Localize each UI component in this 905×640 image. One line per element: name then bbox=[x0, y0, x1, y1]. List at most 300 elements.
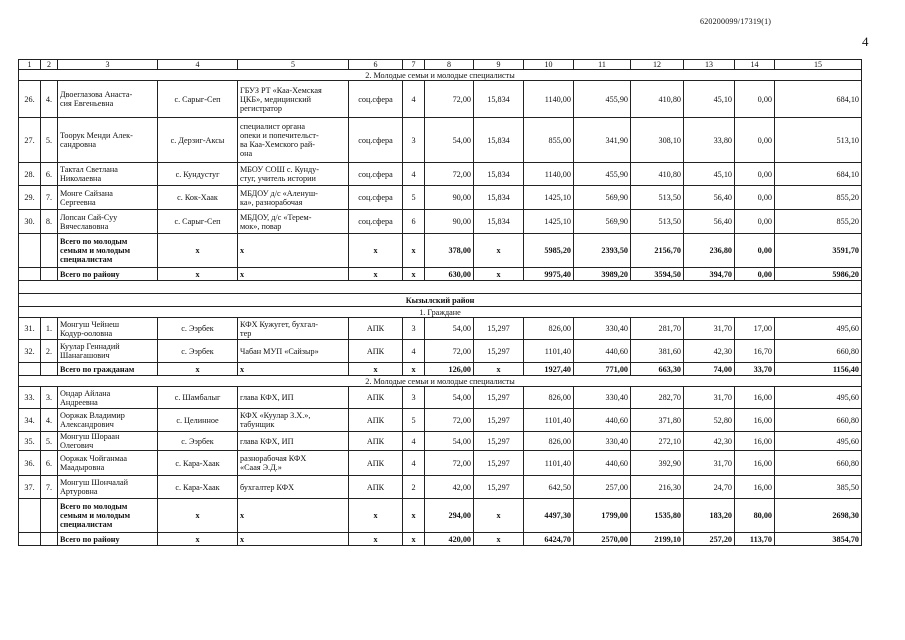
table-cell: 0,00 bbox=[735, 163, 775, 186]
table-cell: 6. bbox=[41, 163, 58, 186]
table-cell: 33,70 bbox=[735, 363, 775, 376]
table-cell: Монге Сайзана Сергеевна bbox=[58, 186, 158, 210]
table-cell: 410,80 bbox=[631, 163, 684, 186]
table-cell: x bbox=[158, 363, 238, 376]
table-cell: АПК bbox=[349, 387, 403, 409]
table-cell: 371,80 bbox=[631, 409, 684, 432]
table-cell: x bbox=[238, 533, 349, 546]
table-cell: 2570,00 bbox=[574, 533, 631, 546]
table-cell: 9975,40 bbox=[524, 268, 574, 281]
table-cell: АПК bbox=[349, 409, 403, 432]
table-cell: 513,50 bbox=[631, 186, 684, 210]
table-cell: 4 bbox=[403, 340, 425, 363]
table-cell: с. Ээрбек bbox=[158, 318, 238, 340]
table-cell: 7. bbox=[41, 186, 58, 210]
table-cell: 3 bbox=[403, 118, 425, 163]
table-cell: x bbox=[474, 234, 524, 268]
table-cell: x bbox=[349, 234, 403, 268]
table-cell: 3. bbox=[41, 387, 58, 409]
table-cell: 3591,70 bbox=[775, 234, 862, 268]
table-cell: 42,00 bbox=[425, 476, 474, 499]
table-cell: соц.сфера bbox=[349, 186, 403, 210]
table-cell: 513,10 bbox=[775, 118, 862, 163]
table-cell: 0,00 bbox=[735, 268, 775, 281]
table-cell: 3854,70 bbox=[775, 533, 862, 546]
table-cell: ГБУЗ РТ «Каа-Хемская ЦКБ», медицинский регистратор bbox=[238, 81, 349, 118]
table-cell: 15,297 bbox=[474, 476, 524, 499]
table-cell: 90,00 bbox=[425, 186, 474, 210]
table-cell: 0,00 bbox=[735, 118, 775, 163]
table-cell: 1425,10 bbox=[524, 186, 574, 210]
table-cell: 1425,10 bbox=[524, 210, 574, 234]
table-cell: 0,00 bbox=[735, 186, 775, 210]
table-cell: Ооржак Чойганмаа Маадыровна bbox=[58, 451, 158, 476]
table-cell: 569,90 bbox=[574, 210, 631, 234]
table-cell: 72,00 bbox=[425, 81, 474, 118]
table-cell: 771,00 bbox=[574, 363, 631, 376]
table-row bbox=[19, 340, 862, 363]
table-cell: 2 bbox=[403, 476, 425, 499]
table-cell: 80,00 bbox=[735, 499, 775, 533]
table-cell: Ондар Айлана Андреевна bbox=[58, 387, 158, 409]
table-cell: 4 bbox=[403, 432, 425, 451]
table-cell: 31,70 bbox=[684, 387, 735, 409]
table-cell: 29. bbox=[19, 186, 41, 210]
section-heading: 1. Граждане bbox=[19, 307, 862, 318]
table-cell: 15,834 bbox=[474, 163, 524, 186]
table-cell: 392,90 bbox=[631, 451, 684, 476]
table-cell: разнорабочая КФХ «Саая Э.Д.» bbox=[238, 451, 349, 476]
table-cell: 72,00 bbox=[425, 163, 474, 186]
table-cell: x bbox=[238, 499, 349, 533]
table-cell: 660,80 bbox=[775, 451, 862, 476]
table-cell: МБОУ СОШ с. Кунду- стуг, учитель истории bbox=[238, 163, 349, 186]
table-cell: 36. bbox=[19, 451, 41, 476]
table-cell: 684,10 bbox=[775, 81, 862, 118]
district-heading: Кызылский район bbox=[19, 294, 862, 307]
table-cell: Тактал Светлана Николаевна bbox=[58, 163, 158, 186]
table-cell: 2. bbox=[41, 340, 58, 363]
table-cell: 385,50 bbox=[775, 476, 862, 499]
table-cell: 663,30 bbox=[631, 363, 684, 376]
table-cell: с. Ээрбек bbox=[158, 432, 238, 451]
table-cell: 16,00 bbox=[735, 409, 775, 432]
table-cell: 440,60 bbox=[574, 340, 631, 363]
table-cell: Двоеглазова Анаста- сия Евгеньевна bbox=[58, 81, 158, 118]
table-cell bbox=[41, 363, 58, 376]
table-cell: 16,70 bbox=[735, 340, 775, 363]
table-cell: x bbox=[349, 533, 403, 546]
table-cell: 7. bbox=[41, 476, 58, 499]
table-cell: 257,20 bbox=[684, 533, 735, 546]
table-cell: 513,50 bbox=[631, 210, 684, 234]
table-cell: 15,834 bbox=[474, 118, 524, 163]
table-cell: 27. bbox=[19, 118, 41, 163]
table-cell bbox=[41, 499, 58, 533]
table-cell: 216,30 bbox=[631, 476, 684, 499]
table-cell: x bbox=[238, 363, 349, 376]
table-cell: соц.сфера bbox=[349, 210, 403, 234]
table-cell: 72,00 bbox=[425, 409, 474, 432]
table-cell bbox=[19, 234, 41, 268]
table-cell: Тоорук Менди Алек- сандровна bbox=[58, 118, 158, 163]
table-cell: 5. bbox=[41, 432, 58, 451]
table-cell: с. Целинное bbox=[158, 409, 238, 432]
table-cell: 420,00 bbox=[425, 533, 474, 546]
table-cell: x bbox=[403, 363, 425, 376]
spacer-cell bbox=[19, 281, 862, 294]
column-number: 10 bbox=[524, 60, 574, 70]
table-cell: 0,00 bbox=[735, 81, 775, 118]
table-cell: 31,70 bbox=[684, 318, 735, 340]
table-cell: 16,00 bbox=[735, 387, 775, 409]
table-cell: КФХ «Куулар З.Х.», табунщик bbox=[238, 409, 349, 432]
table-cell: 1101,40 bbox=[524, 451, 574, 476]
table-cell: КФХ Кужугет, бухгал- тер bbox=[238, 318, 349, 340]
table-cell: 3989,20 bbox=[574, 268, 631, 281]
table-cell: 30. bbox=[19, 210, 41, 234]
table-cell: 33,80 bbox=[684, 118, 735, 163]
table-cell: с. Кара-Хаак bbox=[158, 451, 238, 476]
table-cell: 3 bbox=[403, 387, 425, 409]
table-cell: 3 bbox=[403, 318, 425, 340]
table-cell: 495,60 bbox=[775, 318, 862, 340]
table-cell: 6. bbox=[41, 451, 58, 476]
table-cell: 281,70 bbox=[631, 318, 684, 340]
column-number: 4 bbox=[158, 60, 238, 70]
table-cell: 1. bbox=[41, 318, 58, 340]
table-cell: 826,00 bbox=[524, 318, 574, 340]
table-cell: Куулар Геннадий Шанагашович bbox=[58, 340, 158, 363]
column-number: 11 bbox=[574, 60, 631, 70]
table-cell: 72,00 bbox=[425, 340, 474, 363]
column-number: 9 bbox=[474, 60, 524, 70]
table-cell: с. Ээрбек bbox=[158, 340, 238, 363]
table-cell: 34. bbox=[19, 409, 41, 432]
table-cell: с. Шамбалыг bbox=[158, 387, 238, 409]
table-cell: x bbox=[349, 363, 403, 376]
table-row bbox=[19, 318, 862, 340]
table-cell: 495,60 bbox=[775, 387, 862, 409]
page-number: 4 bbox=[862, 34, 869, 49]
column-number: 7 bbox=[403, 60, 425, 70]
table-cell: 45,10 bbox=[684, 163, 735, 186]
table-cell: Ооржак Владимир Александрович bbox=[58, 409, 158, 432]
table-cell: 45,10 bbox=[684, 81, 735, 118]
table-cell: 183,20 bbox=[684, 499, 735, 533]
table-cell: 54,00 bbox=[425, 318, 474, 340]
table-cell: 4 bbox=[403, 81, 425, 118]
table-cell: 15,834 bbox=[474, 81, 524, 118]
table-cell: x bbox=[403, 499, 425, 533]
table-cell: 42,30 bbox=[684, 432, 735, 451]
table-cell: 17,00 bbox=[735, 318, 775, 340]
table-cell: 330,40 bbox=[574, 387, 631, 409]
table-cell: 1101,40 bbox=[524, 340, 574, 363]
table-cell: с. Кара-Хаак bbox=[158, 476, 238, 499]
table-cell: Всего по молодым семьям и молодым специалистам bbox=[58, 234, 158, 268]
table-cell: Монгуш Шончалай Артуровна bbox=[58, 476, 158, 499]
table-cell: 5986,20 bbox=[775, 268, 862, 281]
table-cell: 2698,30 bbox=[775, 499, 862, 533]
table-cell: 630,00 bbox=[425, 268, 474, 281]
district-heading-row bbox=[19, 294, 862, 307]
table-cell: x bbox=[403, 268, 425, 281]
table-cell: Чабан МУП «Сайзыр» bbox=[238, 340, 349, 363]
column-number: 1 bbox=[19, 60, 41, 70]
table-cell: 15,834 bbox=[474, 210, 524, 234]
column-number: 3 bbox=[58, 60, 158, 70]
table-cell: 24,70 bbox=[684, 476, 735, 499]
table-cell: Монгуш Шораан Олегович bbox=[58, 432, 158, 451]
table-cell: Всего по гражданам bbox=[58, 363, 158, 376]
table-cell: 660,80 bbox=[775, 409, 862, 432]
table-cell: соц.сфера bbox=[349, 81, 403, 118]
table-cell: 684,10 bbox=[775, 163, 862, 186]
table-cell: 5 bbox=[403, 409, 425, 432]
total-row bbox=[19, 234, 862, 268]
table-cell: с. Кок-Хаак bbox=[158, 186, 238, 210]
table-cell: 294,00 bbox=[425, 499, 474, 533]
table-cell: 495,60 bbox=[775, 432, 862, 451]
table-cell: 378,00 bbox=[425, 234, 474, 268]
table-cell: 440,60 bbox=[574, 451, 631, 476]
table-cell: 257,00 bbox=[574, 476, 631, 499]
table-cell: 5985,20 bbox=[524, 234, 574, 268]
table-cell: МБДОУ, д/с «Терем- мок», повар bbox=[238, 210, 349, 234]
table-cell: 2393,50 bbox=[574, 234, 631, 268]
table-cell: 236,80 bbox=[684, 234, 735, 268]
section-heading: 2. Молодые семьи и молодые специалисты bbox=[19, 376, 862, 387]
table-cell: специалист органа опеки и попечительст- ва Каа-Хемского рай- она bbox=[238, 118, 349, 163]
table-cell: 0,00 bbox=[735, 234, 775, 268]
table-row bbox=[19, 432, 862, 451]
table-cell: 2199,10 bbox=[631, 533, 684, 546]
table-cell: Монгуш Чейнеш Кодур-ооловна bbox=[58, 318, 158, 340]
table-cell: 660,80 bbox=[775, 340, 862, 363]
table-cell bbox=[19, 268, 41, 281]
table-cell: 5. bbox=[41, 118, 58, 163]
table-cell: 455,90 bbox=[574, 81, 631, 118]
table-cell: АПК bbox=[349, 451, 403, 476]
column-number: 5 bbox=[238, 60, 349, 70]
table-cell: 56,40 bbox=[684, 186, 735, 210]
table-cell: 381,60 bbox=[631, 340, 684, 363]
table-cell bbox=[41, 268, 58, 281]
spacer-row bbox=[19, 281, 862, 294]
table-cell: 394,70 bbox=[684, 268, 735, 281]
table-cell: 126,00 bbox=[425, 363, 474, 376]
table-cell: Лопсан Сай-Суу Вячеславовна bbox=[58, 210, 158, 234]
table-cell: 56,40 bbox=[684, 210, 735, 234]
section-heading-row bbox=[19, 70, 862, 81]
table-cell: соц.сфера bbox=[349, 118, 403, 163]
table-cell: 15,297 bbox=[474, 451, 524, 476]
table-cell: с. Сарыг-Сеп bbox=[158, 210, 238, 234]
table-cell: 15,297 bbox=[474, 432, 524, 451]
table-cell: Всего по молодым семьям и молодым специалистам bbox=[58, 499, 158, 533]
table-cell: 8. bbox=[41, 210, 58, 234]
table-cell: x bbox=[474, 268, 524, 281]
table-cell: 31,70 bbox=[684, 451, 735, 476]
table-cell: бухгалтер КФХ bbox=[238, 476, 349, 499]
column-number: 2 bbox=[41, 60, 58, 70]
table-cell: 33. bbox=[19, 387, 41, 409]
table-cell: 31. bbox=[19, 318, 41, 340]
total-row bbox=[19, 363, 862, 376]
total-row bbox=[19, 499, 862, 533]
table-cell: 272,10 bbox=[631, 432, 684, 451]
table-cell: x bbox=[158, 268, 238, 281]
table-cell: 330,40 bbox=[574, 318, 631, 340]
table-cell: 15,297 bbox=[474, 387, 524, 409]
table-cell: 1927,40 bbox=[524, 363, 574, 376]
table-cell: 826,00 bbox=[524, 387, 574, 409]
table-cell: 74,00 bbox=[684, 363, 735, 376]
table-cell: 16,00 bbox=[735, 432, 775, 451]
table-cell: 1156,40 bbox=[775, 363, 862, 376]
table-cell bbox=[41, 533, 58, 546]
table-cell: 341,90 bbox=[574, 118, 631, 163]
table-cell: 90,00 bbox=[425, 210, 474, 234]
table-cell: АПК bbox=[349, 318, 403, 340]
table-cell: 54,00 bbox=[425, 387, 474, 409]
table-cell: 1140,00 bbox=[524, 81, 574, 118]
table-cell: 410,80 bbox=[631, 81, 684, 118]
table-cell: 1799,00 bbox=[574, 499, 631, 533]
table-cell: 282,70 bbox=[631, 387, 684, 409]
table-row bbox=[19, 476, 862, 499]
table-cell: x bbox=[474, 499, 524, 533]
table-cell: 4 bbox=[403, 451, 425, 476]
table-cell: 15,297 bbox=[474, 340, 524, 363]
total-row bbox=[19, 268, 862, 281]
table-cell: 54,00 bbox=[425, 432, 474, 451]
table-cell: 642,50 bbox=[524, 476, 574, 499]
column-number: 14 bbox=[735, 60, 775, 70]
table-cell: 42,30 bbox=[684, 340, 735, 363]
table-cell: 35. bbox=[19, 432, 41, 451]
table-cell: 440,60 bbox=[574, 409, 631, 432]
table-cell: 6424,70 bbox=[524, 533, 574, 546]
table-cell: 32. bbox=[19, 340, 41, 363]
table-cell: 6 bbox=[403, 210, 425, 234]
table-cell: x bbox=[474, 533, 524, 546]
column-number-row bbox=[19, 60, 862, 70]
table-cell: глава КФХ, ИП bbox=[238, 387, 349, 409]
table-row bbox=[19, 186, 862, 210]
table-cell: 52,80 bbox=[684, 409, 735, 432]
table-row bbox=[19, 210, 862, 234]
table-cell: 28. bbox=[19, 163, 41, 186]
table-row bbox=[19, 387, 862, 409]
table-cell: 15,297 bbox=[474, 318, 524, 340]
table-cell: АПК bbox=[349, 340, 403, 363]
table-cell: x bbox=[349, 499, 403, 533]
section-heading: 2. Молодые семьи и молодые специалисты bbox=[19, 70, 862, 81]
table-cell: 855,00 bbox=[524, 118, 574, 163]
table-cell: Всего по району bbox=[58, 533, 158, 546]
table-cell: x bbox=[474, 363, 524, 376]
column-number: 15 bbox=[775, 60, 862, 70]
table-cell: 5 bbox=[403, 186, 425, 210]
table-cell: МБДОУ д/с «Аленуш- ка», разнорабочая bbox=[238, 186, 349, 210]
table-cell: 308,10 bbox=[631, 118, 684, 163]
table-cell: 0,00 bbox=[735, 210, 775, 234]
table-cell: 855,20 bbox=[775, 186, 862, 210]
total-row bbox=[19, 533, 862, 546]
table-cell: 54,00 bbox=[425, 118, 474, 163]
section-heading-row bbox=[19, 307, 862, 318]
table-row bbox=[19, 163, 862, 186]
table-cell: 4 bbox=[403, 163, 425, 186]
table-cell: 2156,70 bbox=[631, 234, 684, 268]
table-cell: АПК bbox=[349, 476, 403, 499]
table-cell bbox=[19, 533, 41, 546]
table-cell: x bbox=[349, 268, 403, 281]
table-row bbox=[19, 451, 862, 476]
table-cell: 330,40 bbox=[574, 432, 631, 451]
table-cell: 1140,00 bbox=[524, 163, 574, 186]
table-cell: 455,90 bbox=[574, 163, 631, 186]
section-heading-row bbox=[19, 376, 862, 387]
table-cell: 16,00 bbox=[735, 451, 775, 476]
table-cell: 1535,80 bbox=[631, 499, 684, 533]
document-id: 620200099/17319(1) bbox=[700, 17, 772, 26]
table-cell: соц.сфера bbox=[349, 163, 403, 186]
table-cell: АПК bbox=[349, 432, 403, 451]
table-cell: с. Кундустуг bbox=[158, 163, 238, 186]
table-cell: 1101,40 bbox=[524, 409, 574, 432]
table-body bbox=[19, 60, 862, 546]
table-cell: 15,834 bbox=[474, 186, 524, 210]
table-cell: x bbox=[158, 234, 238, 268]
table-cell: 113,70 bbox=[735, 533, 775, 546]
table-cell bbox=[19, 499, 41, 533]
table-cell: x bbox=[238, 268, 349, 281]
table-cell: x bbox=[158, 533, 238, 546]
table-cell: 855,20 bbox=[775, 210, 862, 234]
budget-table bbox=[18, 59, 862, 546]
table-cell: с. Сарыг-Сеп bbox=[158, 81, 238, 118]
table-row bbox=[19, 409, 862, 432]
table-cell: x bbox=[158, 499, 238, 533]
table-cell: 569,90 bbox=[574, 186, 631, 210]
table-cell bbox=[41, 234, 58, 268]
column-number: 13 bbox=[684, 60, 735, 70]
table-cell: 826,00 bbox=[524, 432, 574, 451]
table-cell: x bbox=[403, 533, 425, 546]
table-cell: x bbox=[238, 234, 349, 268]
table-cell: 4. bbox=[41, 409, 58, 432]
column-number: 12 bbox=[631, 60, 684, 70]
table-cell: 4. bbox=[41, 81, 58, 118]
table-cell bbox=[19, 363, 41, 376]
table-cell: x bbox=[403, 234, 425, 268]
table-cell: 15,297 bbox=[474, 409, 524, 432]
table-row bbox=[19, 118, 862, 163]
table-cell: 16,00 bbox=[735, 476, 775, 499]
table-cell: 26. bbox=[19, 81, 41, 118]
table-cell: 72,00 bbox=[425, 451, 474, 476]
table-cell: с. Дерзиг-Аксы bbox=[158, 118, 238, 163]
table-row bbox=[19, 81, 862, 118]
column-number: 8 bbox=[425, 60, 474, 70]
table-cell: 37. bbox=[19, 476, 41, 499]
table-cell: Всего по району bbox=[58, 268, 158, 281]
table-cell: 3594,50 bbox=[631, 268, 684, 281]
column-number: 6 bbox=[349, 60, 403, 70]
